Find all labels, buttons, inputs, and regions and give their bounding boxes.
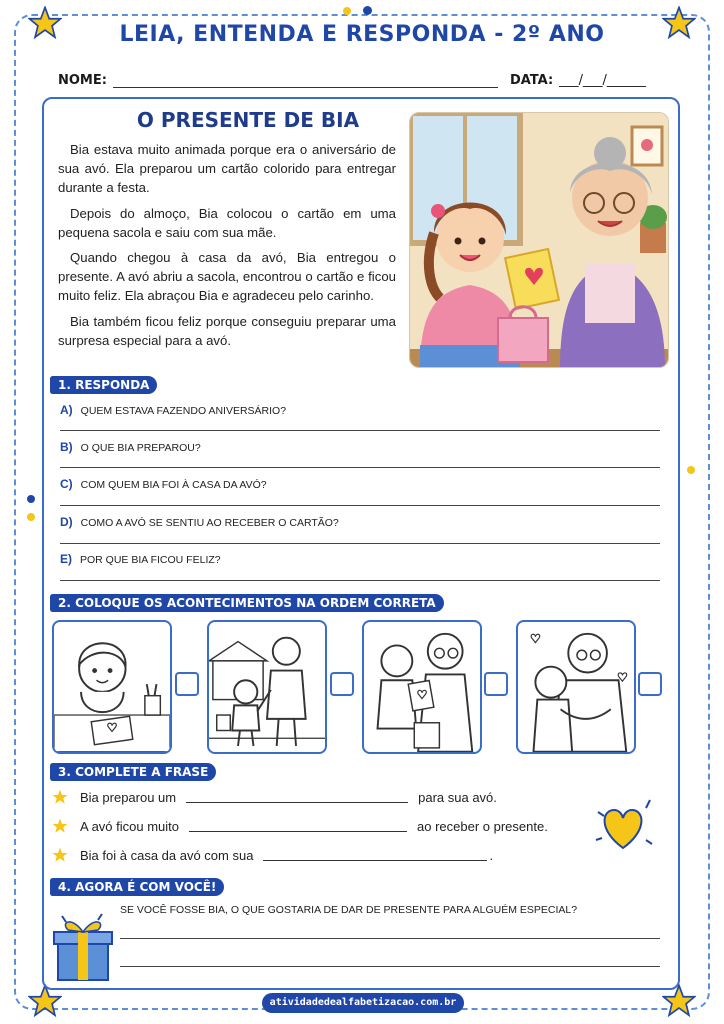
story-illustration (409, 112, 669, 368)
answer-line-c[interactable] (60, 505, 660, 506)
name-field[interactable] (113, 74, 498, 88)
answer-line-d[interactable] (60, 543, 660, 544)
footer-site-url[interactable]: atividadedealfabetizacao.com.br (262, 993, 464, 1013)
answer-line-final-1[interactable] (120, 938, 660, 939)
date-field[interactable]: ___/___/______ (559, 73, 646, 88)
answer-line-final-2[interactable] (120, 966, 660, 967)
order-box-3[interactable] (484, 672, 508, 696)
date-label: DATA: (509, 73, 554, 88)
story-paragraph: Depois do almoço, Bia colocou o cartão em uma pequena sacola e saiu com sua mãe. (58, 205, 396, 240)
star-icon (52, 847, 68, 863)
complete-row-1: Bia preparou um para sua avó. (52, 789, 497, 805)
scene-girl-walking-with-mom (207, 620, 327, 754)
story-paragraph: Bia estava muito animada porque era o aniversário de sua avó. Ela preparou um cartão colorido para entregar durante a festa. (58, 142, 396, 196)
fill-blank-3[interactable] (263, 849, 487, 861)
fill-blank-1[interactable] (186, 791, 408, 803)
decor-dot (27, 513, 35, 521)
page-title: LEIA, ENTENDA E RESPONDA - 2º ANO (119, 22, 605, 47)
section-4-label: 4. AGORA É COM VOCÊ! (50, 878, 224, 896)
section-1-label: 1. RESPONDA (50, 376, 157, 394)
story-title: O PRESENTE DE BIA (136, 108, 360, 132)
scene-girl-drawing-card (52, 620, 172, 754)
order-box-1[interactable] (175, 672, 199, 696)
section-3-label: 3. COMPLETE A FRASE (50, 763, 216, 781)
answer-line-a[interactable] (60, 430, 660, 431)
fill-blank-2[interactable] (189, 820, 407, 832)
story-paragraph: Quando chegou à casa da avó, Bia entregou o presente. A avó abriu a sacola, encontrou o cartão e ficou muito feliz. Ela abraçou Bia e agradeceu pelo carinho. (58, 250, 396, 304)
star-icon (52, 789, 68, 805)
complete-row-2: A avó ficou muito ao receber o presente. (52, 818, 548, 834)
question-d: D) COMO A AVÓ SE SENTIU AO RECEBER O CARTÃO? (60, 515, 339, 529)
scene-girl-giving-card (362, 620, 482, 754)
order-box-2[interactable] (330, 672, 354, 696)
answer-line-e[interactable] (60, 580, 660, 581)
question-c: C) COM QUEM BIA FOI À CASA DA AVÓ? (60, 477, 267, 491)
star-icon (52, 818, 68, 834)
name-label: NOME: (58, 73, 107, 88)
decor-dot (343, 7, 351, 15)
story-paragraph: Bia também ficou feliz porque conseguiu preparar uma surpresa especial para a avó. (58, 313, 396, 348)
answer-line-b[interactable] (60, 467, 660, 468)
order-box-4[interactable] (638, 672, 662, 696)
section-2-label: 2. COLOQUE OS ACONTECIMENTOS NA ORDEM CORRETA (50, 594, 444, 612)
decor-dot (27, 495, 35, 503)
scene-grandma-hugging-girl (516, 620, 636, 754)
story-text (58, 140, 396, 356)
question-b: B) O QUE BIA PREPAROU? (60, 440, 201, 454)
name-date-row (58, 68, 678, 88)
decor-dot (687, 466, 695, 474)
gift-icon (52, 912, 114, 982)
heart-icon (588, 792, 658, 862)
decor-dot (363, 6, 372, 15)
final-question: SE VOCÊ FOSSE BIA, O QUE GOSTARIA DE DAR DE PRESENTE PARA ALGUÉM ESPECIAL? (120, 904, 578, 916)
complete-row-3: Bia foi à casa da avó com sua . (52, 847, 493, 863)
question-a: A) QUEM ESTAVA FAZENDO ANIVERSÁRIO? (60, 403, 287, 417)
question-e: E) POR QUE BIA FICOU FELIZ? (60, 552, 221, 566)
